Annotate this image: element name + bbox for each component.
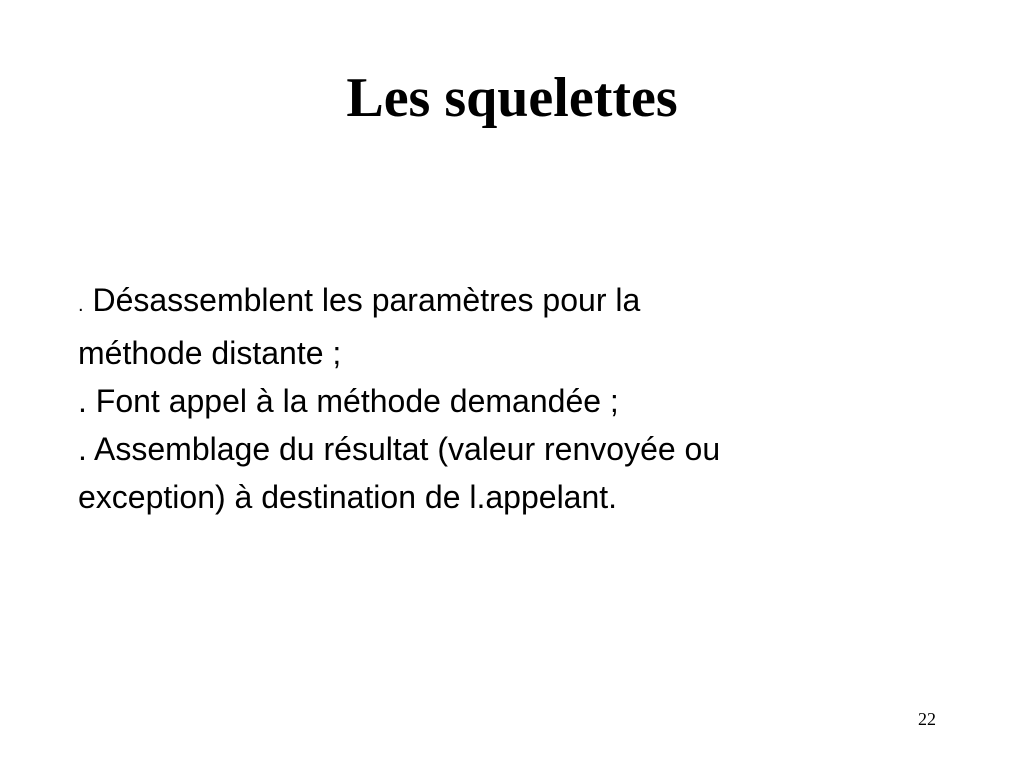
body-line-2: méthode distante ; bbox=[78, 335, 342, 371]
bullet-dot: . bbox=[78, 294, 84, 316]
slide-title: Les squelettes bbox=[346, 67, 678, 129]
body-line-4: . Assemblage du résultat (valeur renvoyée ou bbox=[78, 431, 721, 467]
slide-body bbox=[78, 276, 958, 521]
body-line-text: Désassemblent les paramètres pour la bbox=[83, 282, 641, 318]
body-line-3: . Font appel à la méthode demandée ; bbox=[78, 383, 619, 419]
page-number: 22 bbox=[918, 709, 936, 729]
body-line-1 bbox=[78, 276, 958, 329]
body-line-5: exception) à destination de l.appelant. bbox=[78, 479, 618, 515]
